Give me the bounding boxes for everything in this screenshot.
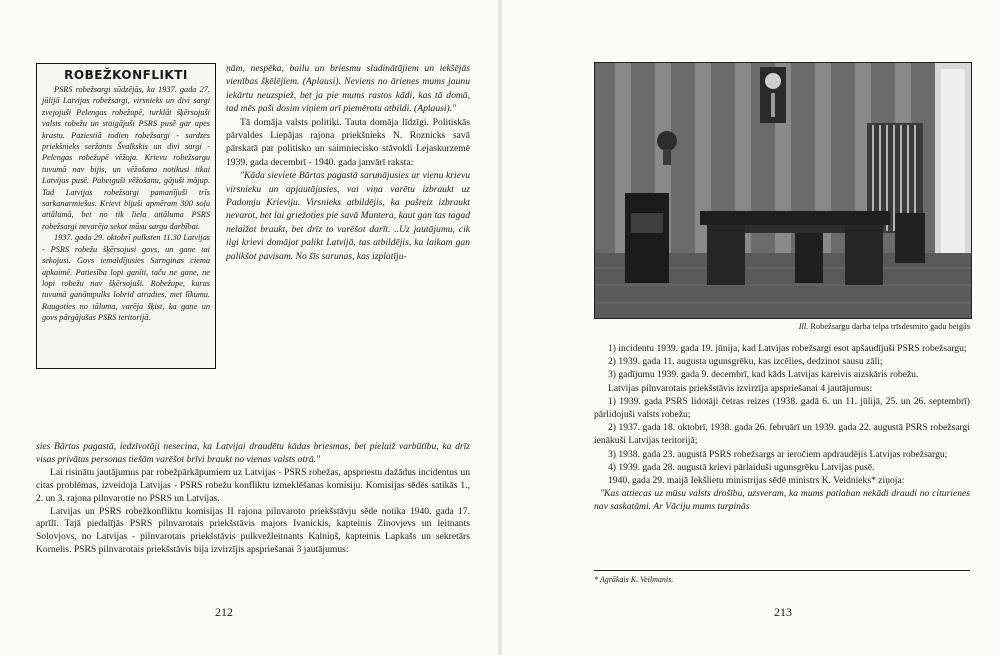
caption-text: Robežsargu darba telpa trīsdesmito gadu beigās (810, 322, 970, 331)
quote-end: sies Bārtas pagastā, iedzīvotāji nesecina, ka Latvijai draudētu kādas briesmas, bet pielaiž varbūtību, ka drīz visas privātas personas tiešām varēšot brīvi braukt no vienas valsts otrā." (36, 441, 470, 465)
caption-label: Ill. (798, 322, 809, 331)
quote: "Kāda sieviete Bārtas pagastā sarunājusies ar vienu krievu virsnieku un apjautājusies, vai viņa varētu izbraukt uz Padomju Krieviju. Virsnieks atbildējis, ka pašreiz izbraukt nevarot, bet lai griežoties pie savā Muntera, kaut gan tas tagad nelaižot braukt, bet drīz to varēšot darīt. ..Uz jautājumu, cik ilgi krievi domājot palikt Latvijā, tas atbildējis, ka laikam gan palikšot pavisam. No šīs sarunas, kas izplatīju- (226, 170, 470, 262)
sidebar-box (36, 63, 216, 369)
list-item: 1) incidentu 1939. gada 19. jūnija, kad Latvijas robežsargi esot apšaudījuši PSRS robežsargu; (608, 343, 967, 354)
paragraph: Lai risinātu jautājumus par robežpārkāpumiem uz Latvijas - PSRS robežas, apspriestu dažādus incidentus un citas problēmas, izveidoja Latvijas - PSRS robežu konfliktu izmeklēšanas komisiju. Komisijas sēdēs satikās 1., 2. un 3. rajona pilnvarotie no PSRS un Latvijas. (36, 466, 470, 504)
list-item: 2) 1939. gada 11. augusta ugunsgrēku, kas izcēlies, dedzinot sausu zāli; (608, 356, 883, 368)
footnote: * Agrākais K. Veilmanis. (594, 575, 674, 584)
list-item: 3) 1938. gada 23. augustā PSRS robežsargs ar ieročiem apdraudējis Latvijas robežsargu; (608, 448, 948, 460)
quote: "Kas attiecas uz mūsu valsts drošību, uzsveram, ka mums patlaban nekādi draudi no citurienes nav saskatāmi. Ar Vāciju mums turpinās (594, 488, 970, 513)
list-item: 4) 1939. gada 28. augustā krievi pārlaiduši ugunsgrēku Latvijas pusē. (608, 461, 875, 473)
footnote-rule (594, 570, 970, 571)
right-page-text (594, 342, 970, 514)
photo-caption (594, 322, 970, 331)
list-item: 2) 1937. gada 18. oktobrī, 1938. gada 26. februārī un 1939. gada 22. augustā PSRS robežsargi ienākuši Latvijas teritorijā; (594, 422, 970, 447)
paragraph: Latvijas un PSRS robežkonfliktu komisijas II rajona pilnvaroto priekšstāvju sēde notika 1940. gada 17. aprīlī. Tajā piedalījās PSRS pilnvarotais priekšstāvis majors Ivanickis, kapteinis Zinovjevs un leitnants Solovjovs, no Latvijas - pilnvarotais priekšstāvis pulkvežleitnants Kalniņš, kapteinis Lapkašs un sekretārs Kornelis. PSRS pilnvarotais priekšstāvis bija izvirzījis apspriešanai 3 jautājumus: (36, 505, 470, 556)
page-number: 213 (774, 605, 792, 619)
sidebar-paragraph-2: 1937. gada 29. oktobrī pulksten 11.30 Latvijas - PSRS robežu šķērsojusi govs, un gane tai sekojusi. Govs iemaldījusies Sarnginas ciema apkaimē. Patiesība lopi ganīti, taču ne gane, ne lopi robežu nav šķērsojuši. Robežupe, kuras tuvumā ganāmpulks lobrid atradies, met līkumu. Raugoties no tāluma, varēja šķist, ka gane un govs pārgājušas PSRS teritorijā. (42, 233, 210, 323)
left-page (0, 0, 498, 655)
list-item: 3) gadījumu 1939. gada 9. decembrī, kad kāds Latvijas kareivis aizskāris robežu. (608, 369, 919, 381)
left-column-text (226, 62, 470, 263)
sidebar-title: ROBEŽKONFLIKTI (64, 68, 188, 82)
sidebar-paragraph-1: PSRS robežsargi sūdzējās, ka 1937. gada 27. jūlijā Latvijas robežsargi, virsnieks un divi sargi zvejojuši Pelengas robežupē, turklāt šķērsojuši valsts robežu un staigājuši PSRS pusē gar upes krastu. Paziestiā todien robežsargi - sardzes priekšnieks seržants Švalkskis un divi sargi - Pelengas robežupē vēžoja. Krievu robežsargu tuvumā nav bijis, un vēžošana notikusi tikai Latvijas pusē. Pabeiguši vēžošanu, gājuši mājup. Tad Latvijas robežsargi pamanījuši trīs sarkanarmiešus. Krievi bijuši apmēram 300 soļu attālumā, bet no tik liela attāluma PSRS robežsargi nevarēja sekot mūsu sargu darbībai. (42, 85, 210, 231)
paragraph: Latvijas pilnvarotais priekšstāvis izvirzīja apspriešanai 4 jautājumus: (608, 382, 873, 394)
photo-border-guard-office (594, 62, 972, 319)
quote-continuation: ņām, nespēka, bailu un briesmu sludinātājiem un iekšējās vienības šķēlējiem. (Aplausi). Neviens no ārienes mums jaunu iekārtu neuzspiež, bet ja pie mums rastos kādi, kas tā domā, tad mēs paši dosim viņiem arī piemērotu atbildi. (Aplausi)." (226, 63, 470, 115)
page-number: 212 (215, 605, 233, 619)
right-page (502, 0, 1000, 655)
paragraph: Tā domāja valsts politiķi. Tauta domāja līdzīgi. Politiskās pārvaldes Liepājas rajona priekšnieks N. Roznicks savā pārskatā par politisko un saimniecisko stāvokli Lejaskurzemē 1939. gada decembrī - 1940. gada janvārī raksta: (226, 116, 470, 168)
paragraph: 1940. gada 29. maijā Iekšlietu ministrijas sēdē ministrs K. Veidnieks* ziņoja: (608, 475, 905, 487)
left-full-width-text (36, 441, 470, 557)
list-item: 1) 1939. gada PSRS lidotāji četras reizes (1938. gadā 6. un 11. jūlijā, 25. un 26. septembrī) pārlidojuši valsts robežu; (594, 395, 970, 421)
